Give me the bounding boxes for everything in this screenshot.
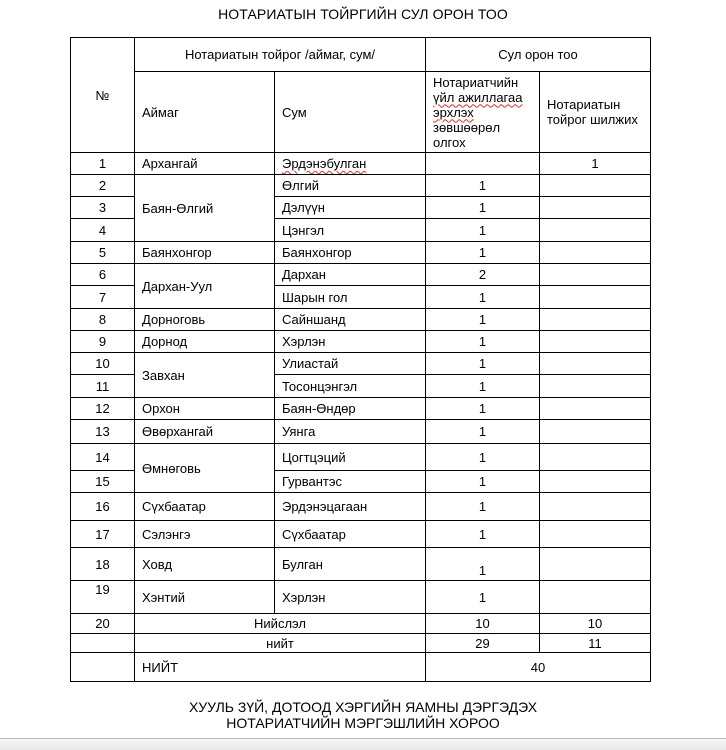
license-cell: 1 bbox=[426, 242, 540, 264]
aimag-cell: Орхон bbox=[135, 398, 275, 420]
license-cell: 1 bbox=[426, 219, 540, 242]
license-cell: 1 bbox=[426, 175, 540, 197]
sum-cell: Баянхонгор bbox=[275, 242, 426, 264]
license-cell: 1 bbox=[426, 398, 540, 420]
footer-line-1: ХУУЛЬ ЗҮЙ, ДОТООД ХЭРГИЙН ЯАМНЫ ДЭРГЭДЭХ bbox=[188, 699, 538, 715]
row-number: 6 bbox=[71, 264, 135, 286]
license-cell: 1 bbox=[426, 420, 540, 444]
row-number: 14 bbox=[71, 444, 135, 471]
sum-cell: Уянга bbox=[275, 420, 426, 444]
transfer-cell bbox=[540, 420, 651, 444]
license-cell: 1 bbox=[426, 581, 540, 614]
aimag-cell: Дархан-Уул bbox=[135, 264, 275, 309]
aimag-cell: Дорноговь bbox=[135, 309, 275, 331]
sum-cell: Баян-Өндөр bbox=[275, 398, 426, 420]
capital-row bbox=[71, 614, 651, 634]
row-number: 2 bbox=[71, 175, 135, 197]
header-row-2 bbox=[71, 72, 651, 153]
row-number: 13 bbox=[71, 420, 135, 444]
row-number: 17 bbox=[71, 521, 135, 548]
subtotal-row bbox=[71, 634, 651, 653]
transfer-cell: 10 bbox=[540, 614, 651, 634]
sum-cell: Өлгий bbox=[275, 175, 426, 197]
sum-cell: Булган bbox=[275, 548, 426, 581]
sum-cell: Дархан bbox=[275, 264, 426, 286]
aimag-cell: Өмнөговь bbox=[135, 444, 275, 493]
sum-cell: Тосонцэнгэл bbox=[275, 375, 426, 398]
transfer-cell bbox=[540, 242, 651, 264]
header-district-group: Нотариатын тойрог /аймаг, сум/ bbox=[135, 38, 426, 72]
row-number: 19 bbox=[71, 581, 135, 614]
row-number: 9 bbox=[71, 331, 135, 353]
license-cell: 1 bbox=[426, 309, 540, 331]
transfer-cell bbox=[540, 471, 651, 493]
row-number: 8 bbox=[71, 309, 135, 331]
transfer-cell bbox=[540, 521, 651, 548]
document-title: НОТАРИАТЫН ТОЙРГИЙН СУЛ ОРОН ТОО bbox=[218, 6, 508, 22]
sum-cell: Хэрлэн bbox=[275, 581, 426, 614]
aimag-cell: Хэнтий bbox=[135, 581, 275, 614]
table-row bbox=[71, 420, 651, 444]
transfer-cell bbox=[540, 331, 651, 353]
table-row bbox=[71, 242, 651, 264]
table-row bbox=[71, 353, 651, 375]
license-cell: 1 bbox=[426, 331, 540, 353]
header-transfer: Нотариатын тойрог шилжих bbox=[540, 72, 651, 153]
vacancy-table bbox=[70, 37, 651, 682]
sum-cell: Эрдэнэбулган bbox=[275, 153, 426, 175]
row-number: 18 bbox=[71, 548, 135, 581]
table-row bbox=[71, 398, 651, 420]
license-cell: 1 bbox=[426, 197, 540, 219]
transfer-cell bbox=[540, 286, 651, 309]
transfer-cell bbox=[540, 309, 651, 331]
transfer-cell bbox=[540, 375, 651, 398]
transfer-cell bbox=[540, 581, 651, 614]
aimag-cell: Баян-Өлгий bbox=[135, 175, 275, 242]
license-cell: 1 bbox=[426, 353, 540, 375]
sum-cell: Сүхбаатар bbox=[275, 521, 426, 548]
table-row bbox=[71, 548, 651, 581]
sum-cell: Цогтцэций bbox=[275, 444, 426, 471]
row-number: 1 bbox=[71, 153, 135, 175]
row-number: 7 bbox=[71, 286, 135, 309]
header-number: № bbox=[71, 38, 135, 153]
license-cell: 2 bbox=[426, 264, 540, 286]
license-cell: 10 bbox=[426, 614, 540, 634]
license-cell: 1 bbox=[426, 375, 540, 398]
sum-cell: Шарын гол bbox=[275, 286, 426, 309]
transfer-cell bbox=[540, 353, 651, 375]
row-number: 3 bbox=[71, 197, 135, 219]
table-row bbox=[71, 309, 651, 331]
sum-cell: Улиастай bbox=[275, 353, 426, 375]
transfer-cell bbox=[540, 398, 651, 420]
license-cell: 1 bbox=[426, 286, 540, 309]
transfer-cell bbox=[540, 264, 651, 286]
table-row bbox=[71, 264, 651, 286]
page-bottom-edge bbox=[0, 738, 726, 750]
aimag-cell: Сүхбаатар bbox=[135, 493, 275, 521]
row-number: 4 bbox=[71, 219, 135, 242]
license-cell: 1 bbox=[426, 493, 540, 521]
license-cell: 1 bbox=[426, 521, 540, 548]
transfer-cell bbox=[540, 219, 651, 242]
header-row-1 bbox=[71, 38, 651, 72]
transfer-total-cell: 11 bbox=[540, 634, 651, 653]
table-row bbox=[71, 521, 651, 548]
grand-total-label: НИЙТ bbox=[135, 653, 426, 682]
footer-organization bbox=[0, 699, 726, 731]
row-number: 15 bbox=[71, 471, 135, 493]
aimag-cell: Завхан bbox=[135, 353, 275, 398]
row-number: 16 bbox=[71, 493, 135, 521]
license-cell: 1 bbox=[426, 471, 540, 493]
table-row bbox=[71, 175, 651, 197]
transfer-cell bbox=[540, 197, 651, 219]
header-vacancy-group: Сул орон тоо bbox=[426, 38, 651, 72]
row-number: 20 bbox=[71, 614, 135, 634]
table-row bbox=[71, 493, 651, 521]
license-cell bbox=[426, 153, 540, 175]
aimag-cell: Дорнод bbox=[135, 331, 275, 353]
table-row bbox=[71, 444, 651, 471]
row-number: 10 bbox=[71, 353, 135, 375]
row-number bbox=[71, 653, 135, 682]
table-row bbox=[71, 331, 651, 353]
aimag-cell: Баянхонгор bbox=[135, 242, 275, 264]
sum-cell: Хэрлэн bbox=[275, 331, 426, 353]
sum-cell: Дэлүүн bbox=[275, 197, 426, 219]
grand-total-value: 40 bbox=[426, 653, 651, 682]
row-number bbox=[71, 634, 135, 653]
transfer-cell bbox=[540, 548, 651, 581]
aimag-cell: Өвөрхангай bbox=[135, 420, 275, 444]
transfer-cell: 1 bbox=[540, 153, 651, 175]
header-aimag: Аймаг bbox=[135, 72, 275, 153]
table-row bbox=[71, 581, 651, 614]
capital-label: Нийслэл bbox=[135, 614, 426, 634]
sum-cell: Эрдэнэцагаан bbox=[275, 493, 426, 521]
license-total-cell: 29 bbox=[426, 634, 540, 653]
aimag-cell: Ховд bbox=[135, 548, 275, 581]
transfer-cell bbox=[540, 175, 651, 197]
transfer-cell bbox=[540, 493, 651, 521]
aimag-cell: Архангай bbox=[135, 153, 275, 175]
license-cell: 1 bbox=[426, 548, 540, 581]
grand-total-row bbox=[71, 653, 651, 682]
sum-cell: Гурвантэс bbox=[275, 471, 426, 493]
row-number: 5 bbox=[71, 242, 135, 264]
aimag-cell: Сэлэнгэ bbox=[135, 521, 275, 548]
row-number: 12 bbox=[71, 398, 135, 420]
sum-cell: Сайншанд bbox=[275, 309, 426, 331]
row-number: 11 bbox=[71, 375, 135, 398]
transfer-cell bbox=[540, 444, 651, 471]
subtotal-label: нийт bbox=[135, 634, 426, 653]
table-row bbox=[71, 153, 651, 175]
header-sum: Сум bbox=[275, 72, 426, 153]
header-license: Нотариатчийн үйл ажиллагаа эрхлэх зөвшөөрөл олгох bbox=[426, 72, 540, 153]
footer-line-2: НОТАРИАТЧИЙН МЭРГЭШЛИЙН ХОРОО bbox=[226, 715, 500, 731]
sum-cell: Цэнгэл bbox=[275, 219, 426, 242]
license-cell: 1 bbox=[426, 444, 540, 471]
